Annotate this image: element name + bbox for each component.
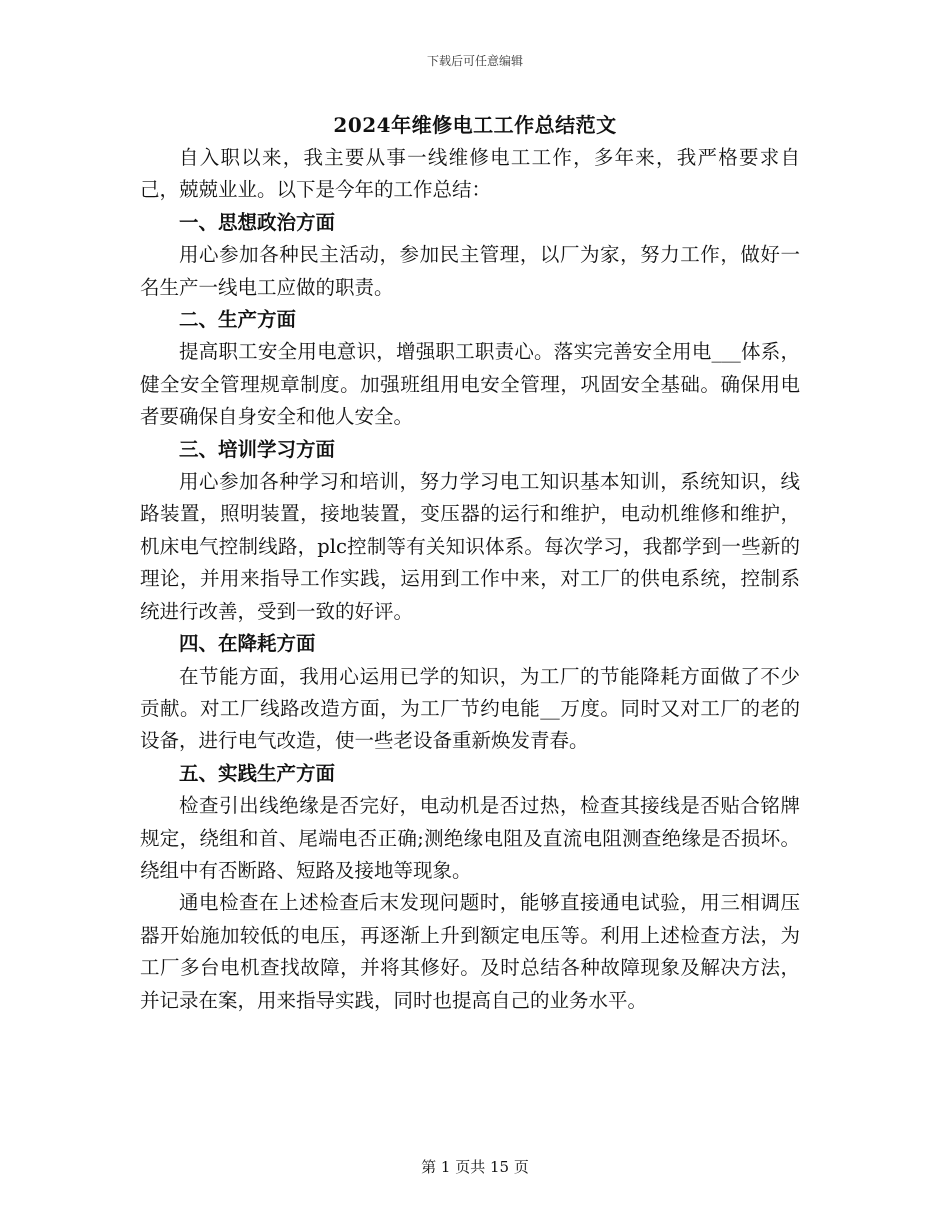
page-number: 第 1 页共 15 页 bbox=[421, 1158, 529, 1176]
section-heading-production: 二、生产方面 bbox=[179, 308, 297, 332]
document-body bbox=[140, 142, 800, 1017]
section-paragraph-energy-saving: 在节能方面，我用心运用已学的知识，为工厂的节能降耗方面做了不少贡献。对工厂线路改造方面，为工厂节约电能__万度。同时又对工厂的老的设备，进行电气改造，使一些老设备重新焕发青春。 bbox=[140, 664, 800, 753]
section-paragraph-training: 用心参加各种学习和培训，努力学习电工知识基本知训，系统知识，线路装置，照明装置，接地装置，变压器的运行和维护，电动机维修和维护，机床电气控制线路，plc控制等有关知识体系。每次学习，我都学到一些新的理论，并用来指导工作实践，运用到工作中来，对工厂的供电系统，控制系统进行改善，受到一致的好评。 bbox=[140, 470, 800, 623]
section-paragraph-production: 提高职工安全用电意识，增强职工职责心。落实完善安全用电___体系，健全安全管理规章制度。加强班组用电安全管理，巩固安全基础。确保用电者要确保自身安全和他人安全。 bbox=[140, 340, 800, 429]
section-paragraph-practice-power-test: 通电检查在上述检查后末发现问题时，能够直接通电试验，用三相调压器开始施加较低的电压，再逐渐上升到额定电压等。利用上述检查方法，为工厂多台电机查找故障，并将其修好。及时总结各种故障现象及解决方法，并记录在案，用来指导实践，同时也提高自己的业务水平。 bbox=[140, 891, 800, 1012]
section-heading-politics: 一、思想政治方面 bbox=[179, 210, 336, 234]
section-paragraph-politics: 用心参加各种民主活动，参加民主管理，以厂为家，努力工作，做好一名生产一线电工应做的职责。 bbox=[140, 243, 800, 299]
intro-paragraph: 自入职以来，我主要从事一线维修电工工作，多年来，我严格要求自己，兢兢业业。以下是今年的工作总结： bbox=[140, 146, 800, 202]
section-heading-training: 三、培训学习方面 bbox=[179, 437, 336, 461]
section-heading-energy-saving: 四、在降耗方面 bbox=[179, 632, 316, 656]
section-paragraph-practice-inspection: 检查引出线绝缘是否完好，电动机是否过热，检查其接线是否贴合铭牌规定，绕组和首、尾端电否正确;测绝缘电阻及直流电阻测查绝缘是否损坏。绕组中有否断路、短路及接地等现象。 bbox=[140, 794, 800, 882]
header-note: 下载后可任意编辑 bbox=[426, 54, 523, 68]
document-title: 2024年维修电工工作总结范文 bbox=[333, 113, 617, 137]
section-heading-practice: 五、实践生产方面 bbox=[179, 761, 336, 785]
